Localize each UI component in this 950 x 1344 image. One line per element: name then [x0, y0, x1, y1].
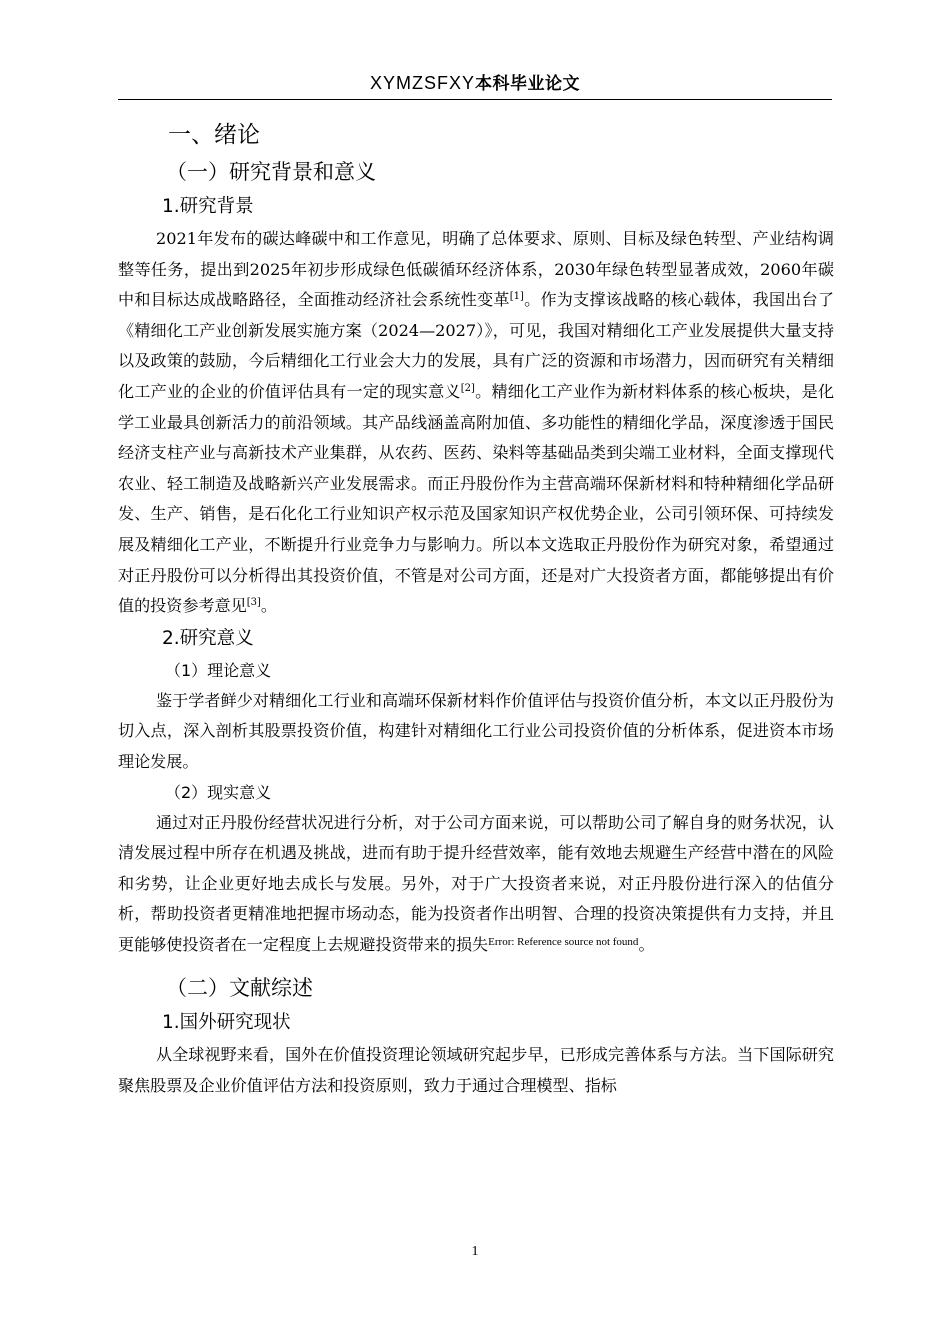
paragraph-text: 。	[260, 596, 278, 616]
subsection-title-background: 1.研究背景	[162, 196, 254, 217]
header-divider	[118, 99, 832, 100]
header-school-code: XYMZSFXY	[369, 73, 475, 93]
citation-ref-1: [1]	[509, 291, 524, 303]
heading-practical-significance: （2）现实意义	[165, 782, 272, 802]
paragraph-text: 2021年发布的碳达峰碳中和工作意见，明确了总体要求、原则、目标及绿色转型、产业结构调整等任务，提出到2025年初步形成绿色低碳循环经济体系，2030年绿色转型显著成效，2060年碳中和目标达成战略路径，全面推动经济社会系统性变革	[118, 229, 834, 310]
page-number: 1	[471, 1244, 479, 1259]
paragraph-text: 。作为支撑该战略的核心载体，我国出台了《精细化工产业创新发展实施方案（2024—2027）》，可见，我国对精细化工产业发展提供大量支持以及政策的鼓励，今后精细化工行业会大力的发展，具有广泛的资源和市场潜力，因而研究有关精细化工产业的企业的价值评估具有一定的现实意义	[118, 290, 835, 401]
section-title-background: （一）研究背景和意义	[166, 160, 376, 184]
citation-ref-2: [2]	[460, 382, 475, 394]
paragraph-foreign-research: 从全球视野来看，国外在价值投资理论领域研究起步早，已形成完善体系与方法。当下国际研究聚焦股票及企业价值评估方法和投资原则，致力于通过合理模型、指标	[118, 1045, 834, 1096]
chapter-title: 一、绪论	[168, 122, 260, 148]
paragraph-text: 通过对正丹股份经营状况进行分析，对于公司方面来说，可以帮助公司了解自身的财务状况，认清发展过程中所存在机遇及挑战，进而有助于提升经营效率，能有效地去规避生产经营中潜在的风险和劣势，让企业更好地去成长与发展。另外，对于广大投资者来说，对正丹股份进行深入的估值分析，帮助投资者更精准地把握市场动态，能为投资者作出明智、合理的投资决策提供有力支持，并且更能够使投资者在一定程度上去规避投资带来的损失	[118, 812, 834, 954]
section-title-literature-review: （二）文献综述	[166, 976, 313, 1001]
paragraph-text: 。	[638, 934, 655, 954]
paragraph-text: 。精细化工产业作为新材料体系的核心板块，是化学工业最具创新活力的前沿领域。其产品线涵盖高附加值、多功能性的精细化学品，深度渗透于国民经济支柱产业与高新技术产业集群，从农药、医药、染料等基础品类到尖端工业材料，全面支撑现代农业、轻工制造及战略新兴产业发展需求。而正丹股份作为主营高端环保新材料和特种精细化学品研发、生产、销售，是石化化工行业知识产权示范及国家知识产权优势企业，公司引领环保、可持续发展及精细化工产业，不断提升行业竞争力与影响力。所以本文选取正丹股份作为研究对象，希望通过对正丹股份可以分析得出其投资价值，不管是对公司方面，还是对广大投资者方面，都能够提出有价值的投资参考意见	[118, 381, 835, 616]
page-body	[118, 116, 834, 1102]
citation-ref-3: [3]	[246, 597, 261, 609]
paragraph-practical-significance	[118, 808, 834, 961]
subsection-title-foreign-research: 1.国外研究现状	[162, 1012, 291, 1034]
paragraph-theoretical-significance: 鉴于学者鲜少对精细化工行业和高端环保新材料作价值评估与投资价值分析，本文以正丹股份为切入点，深入剖析其股票投资价值，构建针对精细化工行业公司投资价值的分析体系，促进资本市场理论发展。	[118, 690, 834, 771]
subsection-title-significance: 2.研究意义	[162, 627, 254, 649]
paragraph-background	[118, 224, 834, 622]
heading-theoretical-significance: （1）理论意义	[165, 660, 272, 680]
reference-error-field: Error: Reference source not found	[488, 935, 639, 948]
running-header	[118, 70, 832, 97]
header-thesis-label: 本科毕业论文	[475, 74, 580, 94]
